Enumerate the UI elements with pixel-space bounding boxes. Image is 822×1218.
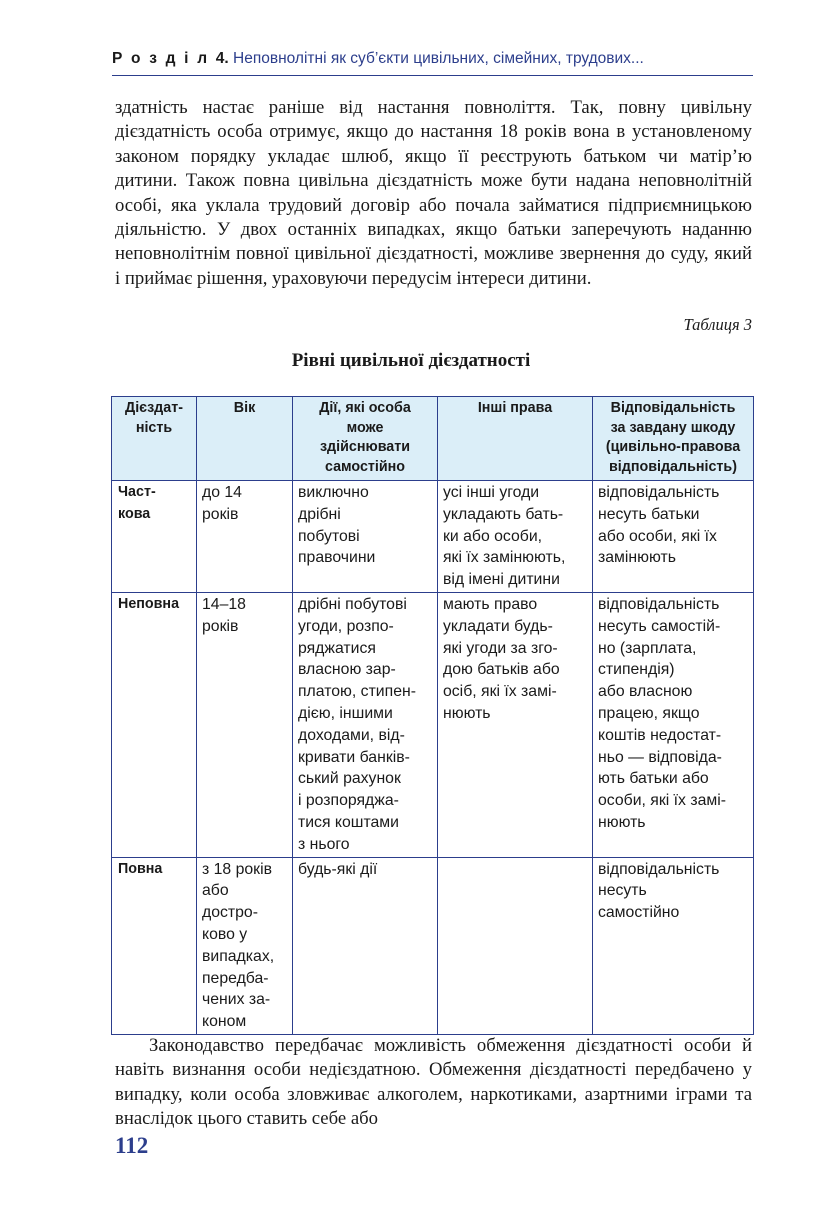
capacity-table	[111, 396, 754, 1035]
cell-rights: мають право укладати будь- які угоди за зго- дою батьків або осіб, які їх замі- нюють	[438, 592, 593, 857]
header-other-rights: Інші права	[438, 397, 593, 481]
section-label: Р о з д і л 4.	[112, 50, 229, 67]
cell-level: Част- кова	[112, 481, 197, 593]
cell-rights	[438, 857, 593, 1034]
table-row	[112, 481, 754, 593]
cell-level: Неповна	[112, 592, 197, 857]
cell-liability: відповідальність несуть самостій- но (зарплата, стипендія) або власною працею, якщо коштів недостат- ньо — відповіда- ють батьки або особи, які їх замі- нюють	[593, 592, 754, 857]
table-row	[112, 592, 754, 857]
cell-actions: будь-які дії	[293, 857, 438, 1034]
cell-level: Повна	[112, 857, 197, 1034]
cell-actions: дрібні побутові угоди, розпо- ряджатися власною зар- платою, стипен- дією, іншими доходами, від- кривати банків- ський рахунок і розпоряджа- тися коштами з нього	[293, 592, 438, 857]
table-row	[112, 857, 754, 1034]
cell-age: 14–18 років	[197, 592, 293, 857]
header-actions: Дії, які особа може здійснювати самостійно	[293, 397, 438, 481]
cell-age: з 18 років або достро- ково у випадках, передба- чених за- коном	[197, 857, 293, 1034]
paragraph-bottom: Законодавство передбачає можливість обмеження дієздатності особи й навіть визнання особи недієздатною. Обмеження дієздатності передбачено у випадку, коли особа зловживає алкоголем, наркотиками, азартними іграми та внаслідок цього ставить себе або	[115, 1035, 752, 1130]
cell-liability: відповідальність несуть самостійно	[593, 857, 754, 1034]
header-capacity: Дієздат- ність	[112, 397, 197, 481]
header-liability: Відповідальність за завдану шкоду (цивільно-правова відповідальність)	[593, 397, 754, 481]
cell-age: до 14 років	[197, 481, 293, 593]
paragraph-top: здатність настає раніше від настання повноліття. Так, повну цивільну дієздатність особа отримує, якщо до настання 18 років вона в установленому законом порядку укладає шлюб, якщо її реєструють батьком чи матір’ю дитини. Також повна цивільна дієздатність може бути надана неповнолітній особі, яка уклала трудовий договір або почала займатися підприємницькою діяльністю. У двох останніх випадках, якщо батьки заперечують наданню неповнолітнім повної цивільної дієздатності, можливе звернення до суду, який і приймає рішення, ураховуючи передусім інтереси дитини.	[115, 97, 752, 289]
table-label: Таблиця 3	[683, 315, 752, 334]
page-number: 112	[115, 1133, 149, 1158]
section-title: Неповнолітні як суб’єкти цивільних, сімейних, трудових...	[233, 50, 644, 67]
header-age: Вік	[197, 397, 293, 481]
table-header-row	[112, 397, 754, 481]
table-title: Рівні цивільної дієздатності	[291, 350, 531, 371]
running-header	[112, 50, 753, 68]
cell-rights: усі інші угоди укладають бать- ки або особи, які їх замінюють, від імені дитини	[438, 481, 593, 593]
cell-liability: відповідальність несуть батьки або особи, які їх замінюють	[593, 481, 754, 593]
header-rule	[112, 75, 753, 76]
cell-actions: виключно дрібні побутові правочини	[293, 481, 438, 593]
